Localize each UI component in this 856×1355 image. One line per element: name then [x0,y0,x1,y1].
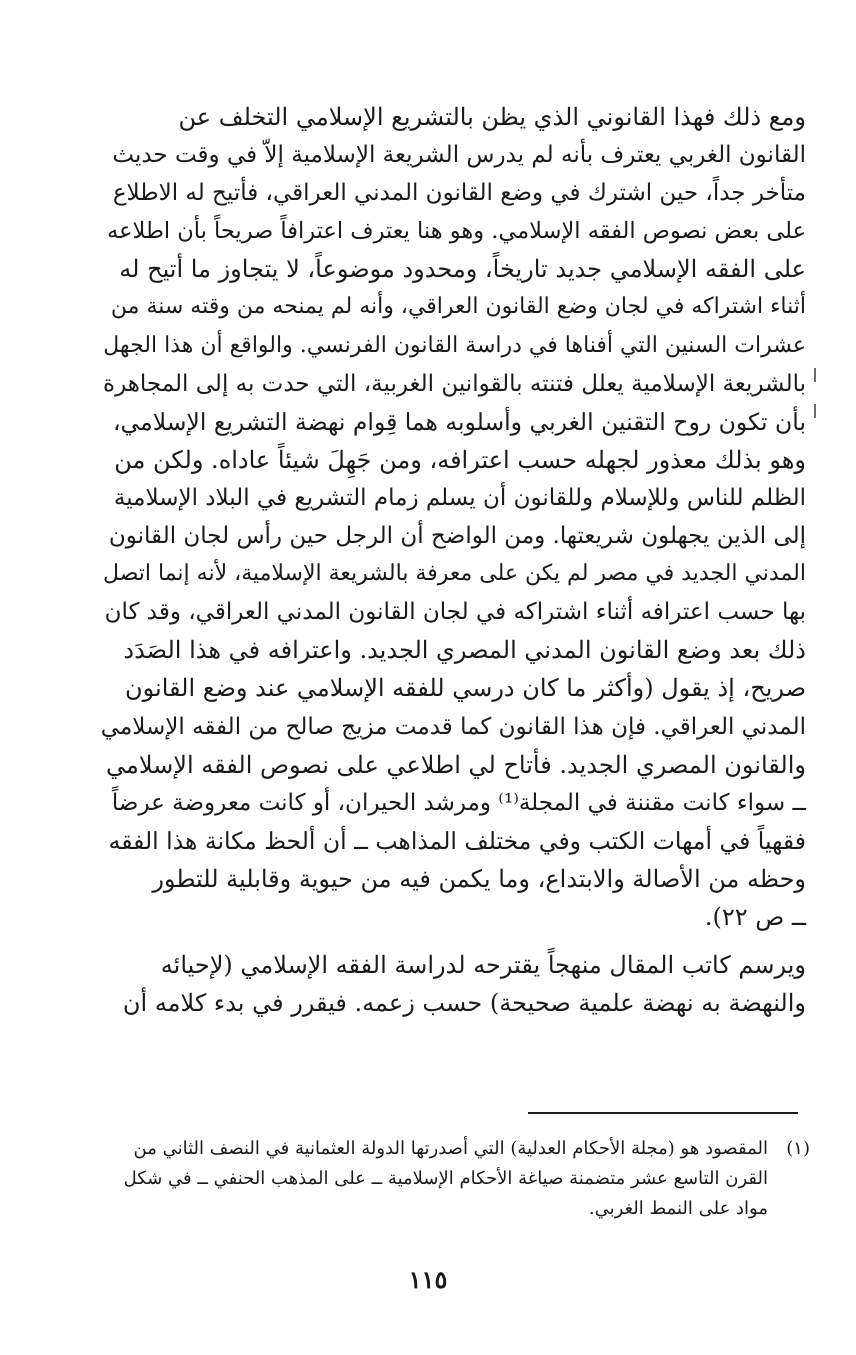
text-line: القانون الغربي يعترف بأنه لم يدرس الشريعة الإسلامية إلاّ في وقت حديث [112,142,806,169]
text-line: ومع ذلك فهذا القانوني الذي يظن بالتشريع الإسلامي التخلف عن [178,103,806,131]
footnote-marker: (١) [786,1138,810,1159]
text-line: صريح، إذ يقول (وأكثر ما كان درسي للفقه الإسلامي عند وضع القانون [124,674,806,703]
text-line: أثناء اشتراكه في لجان وضع القانون العراقي، وأنه لم يمنحه من وقته سنة من [110,294,806,320]
text-line: والنهضة به نهضة علمية صحيحة) حسب زعمه. فيقرر في بدء كلامه أن [122,989,806,1018]
footnote-separator [528,1112,798,1114]
text-line: المدني العراقي. فإن هذا القانون كما قدمت مزيج صالح من الفقه الإسلامي [100,713,806,740]
footnote-text: المقصود هو (مجلة الأحكام العدلية) التي أصدرتها الدولة العثمانية في النصف الثاني من [133,1138,768,1159]
text-line: بالشريعة الإسلامية يعلل فتنته بالقوانين الغربية، التي حدت به إلى المجاهرة [103,370,806,397]
text-line: على بعض نصوص الفقه الإسلامي. وهو هنا يعترف اعترافاً صريحاً بأن اطلاعه [107,218,806,245]
margin-mark [814,404,816,418]
text-line: فقهياً في أمهات الكتب وفي مختلف المذاهب ــ أن ألحظ مكانة هذا الفقه [108,826,806,855]
text-line: بأن تكون روح التقنين الغربي وأسلوبه هما قِوام نهضة التشريع الإسلامي، [112,407,806,436]
text-line: إلى الذين يجهلون شريعتها. ومن الواضح أن الرجل حين رأس لجان القانون [108,523,806,550]
page-body [100,98,806,1022]
footnote-line: القرن التاسع عشر متضمنة صياغة الأحكام الإسلامية ــ على المذهب الحنفي ــ في شكل [123,1168,768,1189]
text-line: والقانون المصري الجديد. فأتاح لي اطلاعي على نصوص الفقه الإسلامي [105,750,806,779]
text-line: بها حسب اعترافه أثناء اشتراكه في لجان القانون المدني العراقي، وقد كان [104,599,806,626]
text-line: ذلك بعد وضع القانون المدني المصري الجديد. واعترافه في هذا الصَدَد [123,636,806,665]
text-line: ــ ص ٢٢). [704,902,806,931]
body-paragraph-1 [100,98,806,936]
text-line: ويرسم كاتب المقال منهجاً يقترحه لدراسة الفقه الإسلامي (لإحيائه [160,951,806,980]
margin-mark [814,368,816,382]
text-line: وحظه من الأصالة والابتداع، وما يكمن فيه من حيوية وقابلية للتطور [152,864,806,893]
text-line: المدني الجديد في مصر لم يكن على معرفة بالشريعة الإسلامية، لأنه إنما اتصل [103,561,806,587]
text-line: وهو بذلك معذور لجهله حسب اعترافه، ومن جَهِلَ شيئاً عاداه. ولكن من [114,445,806,474]
text-line: عشرات السنين التي أفناها في دراسة القانون الفرنسي. والواقع أن هذا الجهل [103,332,806,358]
footnote-line [100,1134,810,1164]
page-number: ١١٥ [408,1265,448,1294]
text-line: الظلم للناس وللإسلام وللقانون أن يسلم زمام التشريع في البلاد الإسلامية [113,484,806,511]
footnote-line: مواد على النمط الغربي. [588,1198,768,1219]
footnote [100,1134,810,1224]
text-line: متأخر جداً، حين اشترك في وضع القانون المدني العراقي، فأتيح له الاطلاع [112,180,806,207]
body-paragraph-2 [100,946,806,1022]
text-line: على الفقه الإسلامي جديد تاريخاً، ومحدود موضوعاً، لا يتجاوز ما أتيح له [119,255,806,284]
text-line: ــ سواء كانت مقننة في المجلة⁽¹⁾ ومرشد الحيران، أو كانت معروضة عرضاً [111,789,806,816]
